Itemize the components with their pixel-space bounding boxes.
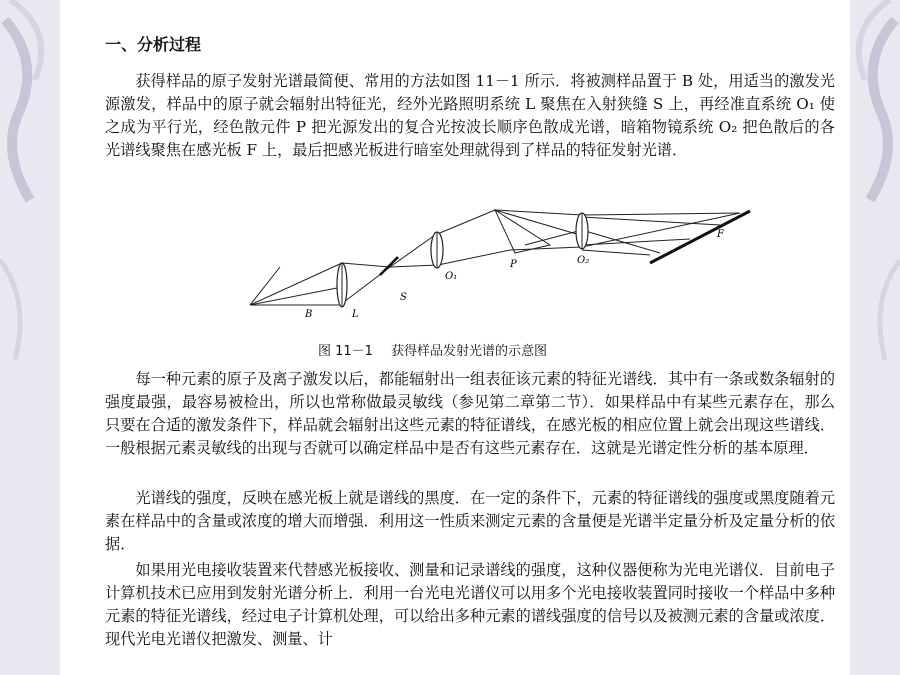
label-B: B: [305, 309, 313, 320]
paragraph-spectrum-method: 获得样品的原子发射光谱最简便、常用的方法如图 11－1 所示．将被测样品置于 B 处，用适当的激发光源激发，样品中的原子就会辐射出特征光，经外光路照明系统 L 聚焦在入射狭缝 S 上，再经准直系统 O₁ 使之成为平行光，经色散元件 P 把光源发出的复合光按波长顺序色散成光谱，暗箱物镜系统 O₂ 把色散后的各光谱线聚焦在感光板 F 上，最后把感光板进行暗室处理就得到了样品的特征发射光谱．: [105, 72, 835, 159]
label-L: L: [352, 309, 359, 320]
document-page: [60, 0, 850, 675]
left-decoration: [0, 0, 60, 675]
label-O2: O₂: [577, 255, 590, 266]
label-F: F: [717, 229, 724, 240]
section-heading: 一、分析过程: [105, 35, 202, 54]
label-P: P: [510, 259, 517, 270]
spectrograph-diagram: [220, 205, 780, 329]
paragraph-line-intensity: 光谱线的强度，反映在感光板上就是谱线的黑度．在一定的条件下，元素的特征谱线的强度或黑度随着元素在样品中的含量或浓度的增大而增强．利用这一性质来测定元素的含量便是光谱半定量分析及定量分析的依据．: [105, 489, 835, 553]
paragraph-qualitative-analysis: 每一种元素的原子及离子激发以后，都能辐射出一组表征该元素的特征光谱线．其中有一条或数条辐射的强度最强，最容易被检出，所以也常称做最灵敏线（参见第二章第二节）．如果样品中有某些元素存在，那么只要在合适的激发条件下，样品就会辐射出这些元素的特征谱线，在感光板的相应位置上就会出现这些谱线．一般根据元素灵敏线的出现与否就可以确定样品中是否有这些元素存在．这就是光谱定性分析的基本原理．: [105, 370, 835, 457]
label-O1: O₁: [445, 271, 458, 282]
figure-number: 图 11－1: [318, 344, 373, 359]
label-S: S: [400, 292, 407, 303]
paragraph-photoelectric-spectrometer: 如果用光电接收装置来代替感光板接收、测量和记录谱线的强度，这种仪器便称为光电光谱仪．目前电子计算机技术已应用到发射光谱分析上．利用一台光电光谱仪可以用多个光电接收装置同时接收一个样品中多种元素的特征光谱线，经过电子计算机处理，可以给出多种元素的谱线强度的信号以及被测元素的含量或浓度．现代光电光谱仪把激发、测量、计: [105, 561, 835, 648]
figure-caption-text: 获得样品发射光谱的示意图: [390, 344, 547, 359]
figure-caption: [318, 340, 565, 359]
